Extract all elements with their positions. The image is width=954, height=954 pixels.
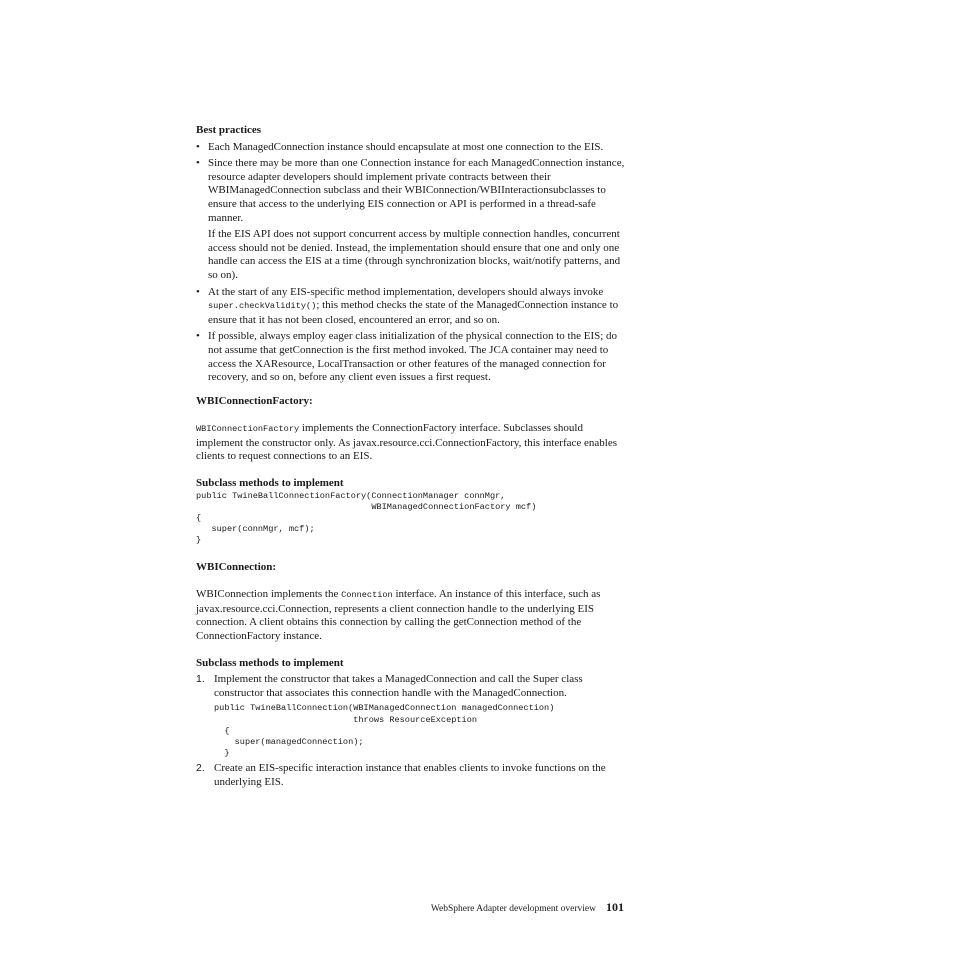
bullet-text: Each ManagedConnection instance should encapsulate at most one connection to the EIS. xyxy=(208,140,604,153)
step-text: Create an EIS-specific interaction instance that enables clients to invoke functions on the underlying EIS. xyxy=(214,762,606,789)
inline-code: WBIConnectionFactory xyxy=(196,424,300,435)
bullet-icon: • xyxy=(196,285,200,298)
connection-subclass-heading: Subclass methods to implement xyxy=(196,656,344,669)
page-number: 101 xyxy=(606,900,624,914)
step-number: 1. xyxy=(196,673,205,686)
bullet-subparagraph: If the EIS API does not support concurrent access by multiple connection handles, concurrent access should not be denied. Instead, the implementation should ensure that one and only one handle can access the EIS at a time (through synchronization blocks, wait/notify patterns, and so on). xyxy=(208,228,621,281)
bullet-icon: • xyxy=(196,157,200,170)
bullet-text: If possible, always employ eager class initialization of the physical connection to the EIS; do not assume that getConnection is the first method invoked. The JCA container may need to access the XAResource, LocalTransaction or other features of the managed connection for recovery, and so on, before any client even issues a first request. xyxy=(208,330,618,384)
connection-paragraph xyxy=(196,588,628,643)
connection-heading: WBIConnection: xyxy=(196,560,277,573)
factory-heading: WBIConnectionFactory: xyxy=(196,394,313,407)
footer-title: WebSphere Adapter development overview xyxy=(430,904,596,914)
list-item xyxy=(196,157,628,282)
best-practices-list xyxy=(196,141,628,385)
bullet-icon: • xyxy=(196,140,200,153)
bullet-text: Since there may be more than one Connection instance for each ManagedConnection instance, resource adapter developers should implement private contracts between their WBIManagedConnection subclass and their WBIConnection/WBIInteractionsubclasses to ensure that access to the underlying EIS connection or API is performed in a thread-safe manner. xyxy=(208,157,625,224)
factory-paragraph xyxy=(196,422,628,464)
bullet-text-post: ; this method checks the state of the ManagedConnection instance to ensure that it has not been closed, encountered an error, and so on. xyxy=(208,299,619,326)
factory-subclass-heading: Subclass methods to implement xyxy=(196,477,344,490)
connection-text-pre: WBIConnection implements the xyxy=(196,588,342,601)
document-body xyxy=(196,124,628,793)
best-practices-heading: Best practices xyxy=(196,124,262,136)
connection-steps xyxy=(196,673,628,789)
list-item xyxy=(196,762,628,789)
connection-text-post: interface. An instance of this interface, such as javax.resource.cci.Connection, represents a client connection handle to the underlying EIS connection. A client obtains this connection by calling the getConnection method of the ConnectionFactory instance. xyxy=(196,588,601,643)
step-number: 2. xyxy=(196,762,205,775)
factory-text: implements the ConnectionFactory interface. Subclasses should implement the constructor only. As javax.resource.cci.ConnectionFactory, this interface enables clients to request connections to an EIS. xyxy=(196,422,618,463)
inline-code: super.checkValidity() xyxy=(208,301,317,312)
list-item xyxy=(196,330,628,384)
bullet-text-pre: At the start of any EIS-specific method implementation, developers should always invoke xyxy=(208,285,604,298)
list-item xyxy=(196,673,628,759)
inline-code: Connection xyxy=(341,590,393,601)
page-footer xyxy=(431,900,624,915)
connection-code-block: public TwineBallConnection(WBIManagedConnection managedConnection) throws ResourceException { super(managedConnection); } xyxy=(214,703,555,759)
step-text: Implement the constructor that takes a ManagedConnection and call the Super class constructor that associates this connection handle with the ManagedConnection. xyxy=(214,673,583,699)
list-item xyxy=(196,286,628,328)
factory-code-block: public TwineBallConnectionFactory(ConnectionManager connMgr, WBIManagedConnectionFactory mcf) { super(connMgr, mcf); } xyxy=(196,490,537,546)
list-item xyxy=(196,141,628,155)
bullet-icon: • xyxy=(196,330,200,343)
